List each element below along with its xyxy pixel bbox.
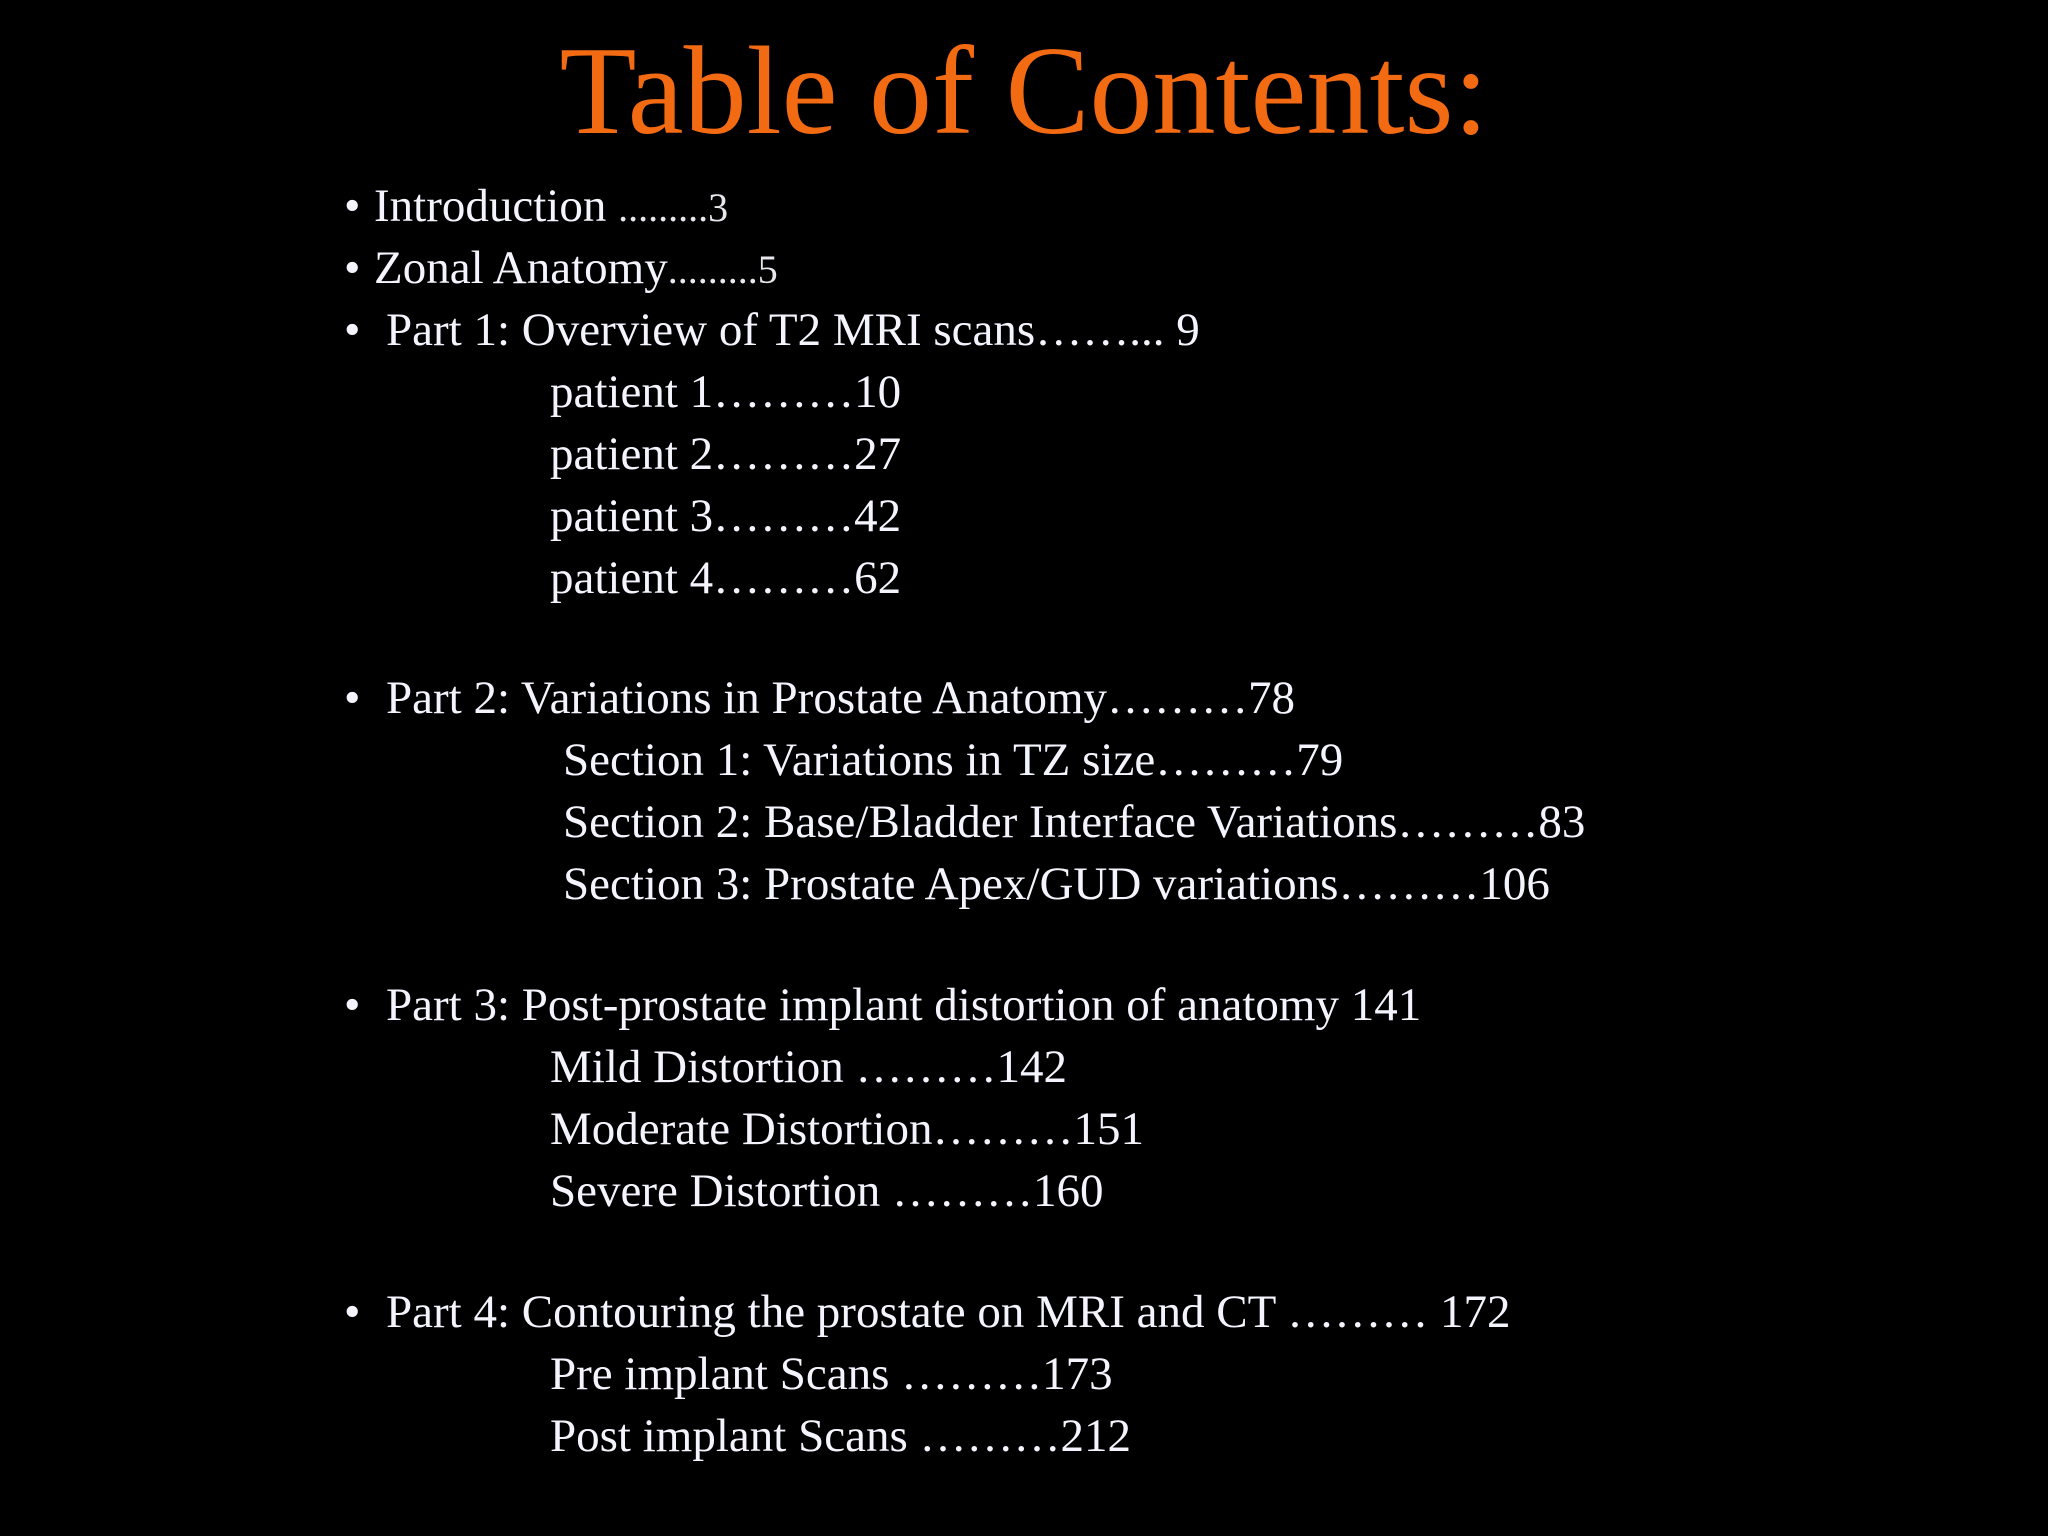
toc-entry-part-3: [344, 977, 1421, 1033]
toc-subentry-patient-3: [550, 488, 901, 544]
toc-entry-part-2: [344, 670, 1295, 726]
toc-subentry-post-implant-scans: [550, 1408, 1131, 1464]
toc-entry-text: Part 3: Post-prostate implant distortion of anatomy 141: [386, 979, 1422, 1031]
toc-entry-zonal-anatomy: [344, 240, 778, 298]
toc-entry-text: Part 2: Variations in Prostate Anatomy………78: [386, 672, 1296, 724]
toc-entry-leader: .........3: [618, 185, 729, 230]
bullet-icon: •: [344, 1286, 361, 1338]
toc-entry-text: Zonal Anatomy: [374, 242, 668, 294]
toc-subentry-text: Mild Distortion ………142: [550, 1041, 1068, 1093]
toc-subentry-severe-distortion: [550, 1163, 1104, 1219]
bullet-icon: •: [344, 304, 361, 356]
toc-entry-text: Part 1: Overview of T2 MRI scans……... 9: [386, 304, 1200, 356]
toc-subentry-text: Section 3: Prostate Apex/GUD variations………106: [563, 858, 1550, 910]
toc-subentry-mild-distortion: [550, 1039, 1067, 1095]
toc-subentry-text: Section 1: Variations in TZ size………79: [563, 734, 1344, 786]
toc-subentry-section-2: [563, 794, 1585, 850]
toc-subentry-text: patient 3………42: [550, 490, 902, 542]
toc-subentry-section-1: [563, 732, 1343, 788]
bullet-icon: •: [344, 180, 361, 232]
toc-subentry-text: Moderate Distortion………151: [550, 1103, 1144, 1155]
toc-subentry-text: patient 4………62: [550, 552, 902, 604]
page-title: Table of Contents:: [559, 22, 1489, 161]
toc-subentry-text: Pre implant Scans ………173: [550, 1348, 1113, 1400]
toc-subentry-patient-2: [550, 426, 901, 482]
toc-entry-leader: .........5: [667, 247, 778, 292]
bullet-icon: •: [344, 672, 361, 724]
toc-subentry-patient-4: [550, 550, 901, 606]
toc-subentry-moderate-distortion: [550, 1101, 1144, 1157]
toc-subentry-text: Section 2: Base/Bladder Interface Variations………83: [563, 796, 1586, 848]
toc-entry-part-1: [344, 302, 1200, 358]
bullet-icon: •: [344, 979, 361, 1031]
toc-subentry-text: Post implant Scans ………212: [550, 1410, 1131, 1462]
toc-subentry-text: patient 2………27: [550, 428, 902, 480]
toc-entry-text: Part 4: Contouring the prostate on MRI and CT ……… 172: [386, 1286, 1511, 1338]
toc-subentry-pre-implant-scans: [550, 1346, 1113, 1402]
toc-entry-part-4: [344, 1284, 1510, 1340]
toc-entry-text: Introduction: [374, 180, 619, 232]
toc-subentry-section-3: [563, 856, 1550, 912]
toc-subentry-text: patient 1………10: [550, 366, 902, 418]
toc-subentry-text: Severe Distortion ………160: [550, 1165, 1104, 1217]
toc-subentry-patient-1: [550, 364, 901, 420]
bullet-icon: •: [344, 242, 361, 294]
toc-entry-introduction: [344, 178, 728, 236]
